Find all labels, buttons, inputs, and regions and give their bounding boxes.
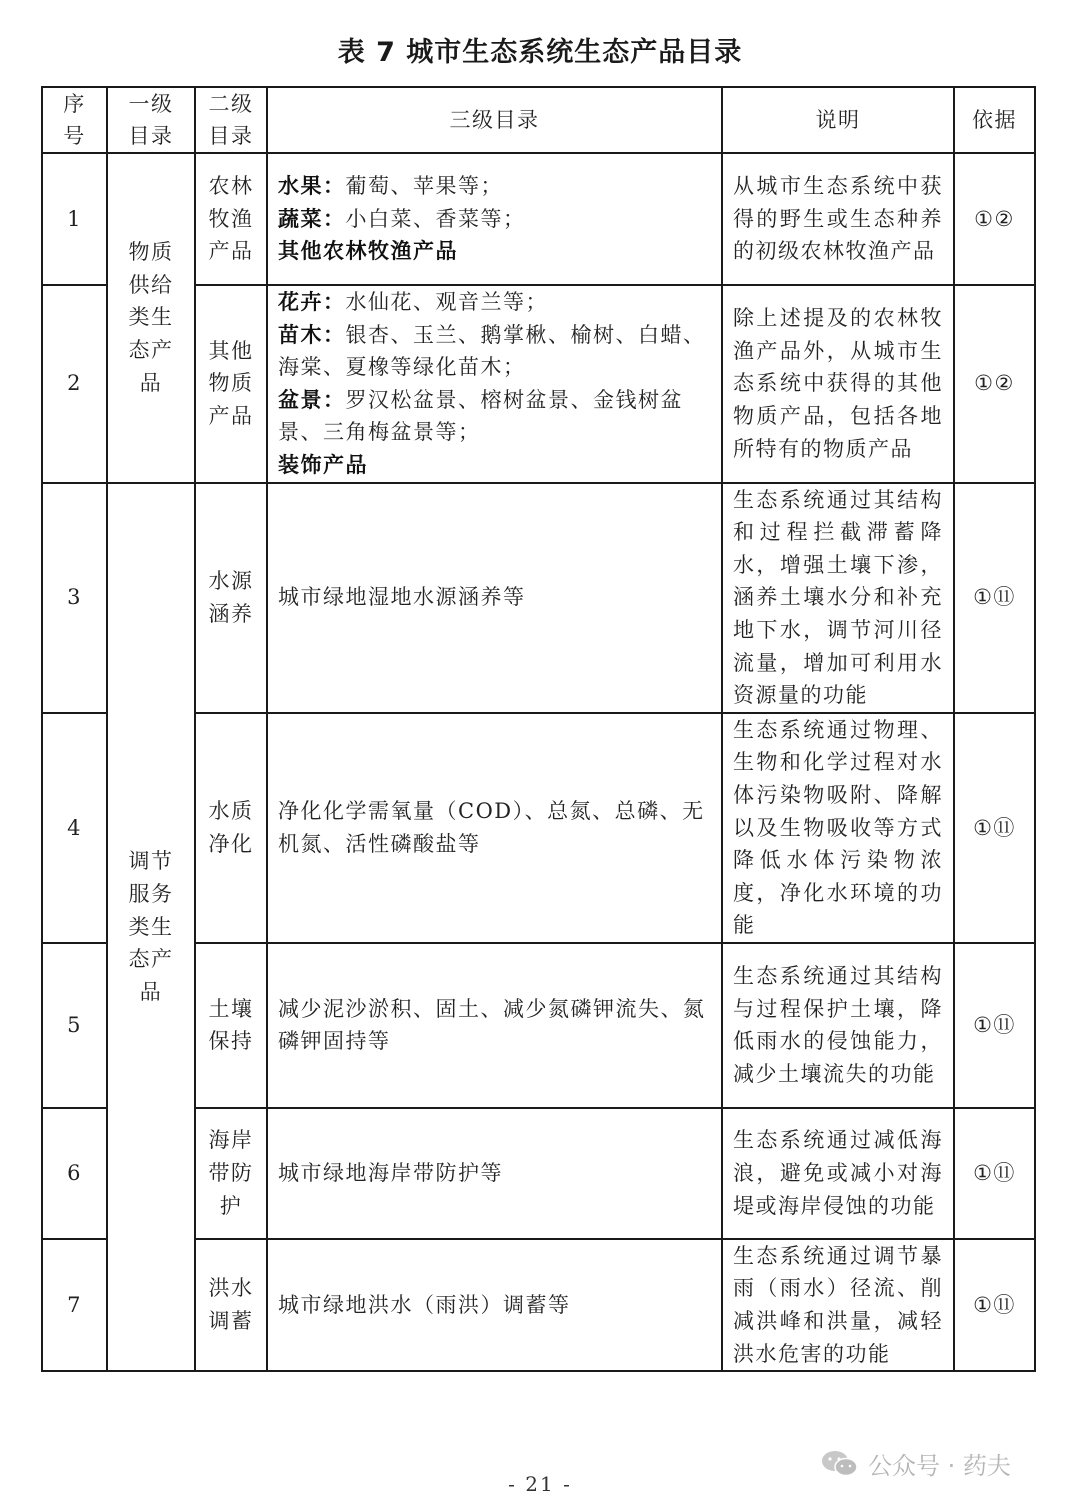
row-level3 [267,285,722,483]
item-text: 城市绿地洪水（雨洪）调蓄等 [278,1292,571,1317]
row-note: 生态系统通过其结构与过程保护土壤，降低雨水的侵蚀能力，减少土壤流失的功能 [722,943,954,1108]
row-note: 生态系统通过减低海浪，避免或减小对海堤或海岸侵蚀的功能 [722,1108,954,1239]
row-level3 [267,483,722,713]
item-category: 花卉： [278,290,346,314]
level3-item [278,319,711,384]
row-level2 [195,153,267,285]
row-level3 [267,153,722,285]
row-seq: 7 [42,1239,107,1371]
row-seq: 2 [42,285,107,483]
level3-item [278,384,711,449]
row-basis: ①⑪ [954,483,1035,713]
row-seq: 3 [42,483,107,713]
row-note: 生态系统通过调节暴雨（雨水）径流、削减洪峰和洪量，减轻洪水危害的功能 [722,1239,954,1371]
level2-label: 海岸 带防 护 [208,1128,254,1218]
level3-item [278,235,711,268]
header-level3 [267,87,722,153]
row-basis: ①② [954,153,1035,285]
row-level2 [195,1239,267,1371]
row-seq: 6 [42,1108,107,1239]
item-text: 葡萄、苹果等； [345,174,503,199]
level2-label: 水源 涵养 [208,569,254,626]
header-note [722,87,954,153]
row-basis: ①⑪ [954,713,1035,943]
page-number: - 21 - [508,1472,572,1496]
header-level2-text: 二级 目录 [208,92,254,148]
row-note: 从城市生态系统中获得的野生或生态种养的初级农林牧渔产品 [722,153,954,285]
item-category: 盆景： [278,387,346,412]
header-note-text: 说明 [815,108,861,132]
row-level3 [267,943,722,1108]
item-category: 蔬菜： [278,206,346,231]
item-category: 装饰产品 [278,452,368,477]
group-label: 调节 服务 类生 态产 品 [128,849,174,1004]
level2-label: 其他 物质 产品 [208,338,254,429]
header-seq [42,87,107,153]
row-level2 [195,1108,267,1239]
level2-label: 土壤 保持 [208,996,254,1054]
page-title: 表 7 城市生态系统生态产品目录 [337,37,743,68]
item-category: 水果： [278,174,346,199]
item-text: 银杏、玉兰、鹅掌楸、榆树、白蜡、海棠、夏橡等绿化苗木； [278,322,706,380]
level2-label: 洪水 调蓄 [208,1276,254,1334]
row-basis: ①⑪ [954,1108,1035,1239]
row-level2 [195,943,267,1108]
row-level2 [195,483,267,713]
level2-label: 水质 净化 [208,799,254,856]
header-seq-text: 序 号 [63,92,86,148]
row-basis: ①② [954,285,1035,483]
row-note: 除上述提及的农林牧渔产品外，从城市生态系统中获得的其他物质产品，包括各地所特有的物质产品 [722,285,954,483]
header-basis-text: 依据 [972,108,1017,132]
row-level3 [267,1239,722,1371]
item-category: 其他农林牧渔产品 [278,239,458,264]
level3-item [278,286,711,319]
group-label-cell [107,153,195,483]
level3-item [278,203,711,236]
level3-item [278,449,711,482]
table-row [42,483,1035,713]
header-level3-text: 三级目录 [449,108,540,132]
row-note: 生态系统通过物理、生物和化学过程对水体污染物吸附、降解以及生物吸收等方式降低水体污染物浓度，净化水环境的功能 [722,713,954,943]
row-seq: 1 [42,153,107,285]
table-row [42,153,1035,285]
row-seq: 5 [42,943,107,1108]
header-level1 [107,87,195,153]
group-label-cell [107,483,195,1372]
row-basis: ①⑪ [954,943,1035,1108]
watermark-text: 公众号 · 药夫 [868,1452,1011,1480]
row-seq: 4 [42,713,107,943]
item-text: 减少泥沙淤积、固土、减少氮磷钾流失、氮磷钾固持等 [278,996,706,1054]
header-basis [954,87,1035,153]
header-level1-text: 一级 目录 [128,92,174,148]
item-text: 净化化学需氧量（COD）、总氮、总磷、无机氮、活性磷酸盐等 [278,799,705,856]
level2-label: 农林 牧渔 产品 [208,174,254,264]
row-level3 [267,1108,722,1239]
row-level2 [195,285,267,483]
row-level2 [195,713,267,943]
eco-product-catalog-table [41,86,1036,1372]
header-level2 [195,87,267,153]
item-category: 苗木： [278,322,346,347]
item-text: 城市绿地海岸带防护等 [278,1161,503,1186]
row-basis: ①⑪ [954,1239,1035,1371]
item-text: 水仙花、观音兰等； [345,290,548,314]
item-text: 罗汉松盆景、榕树盆景、金钱树盆景、三角梅盆景等； [278,387,683,445]
row-level3 [267,713,722,943]
level3-item [278,170,711,203]
group-label: 物质 供给 类生 态产 品 [128,240,174,395]
header-row [42,87,1035,153]
item-text: 小白菜、香菜等； [345,206,526,231]
item-text: 城市绿地湿地水源涵养等 [278,585,526,610]
row-note: 生态系统通过其结构和过程拦截滞蓄降水，增强土壤下渗，涵养土壤水分和补充地下水，调节河川径流量，增加可利用水资源量的功能 [722,483,954,713]
